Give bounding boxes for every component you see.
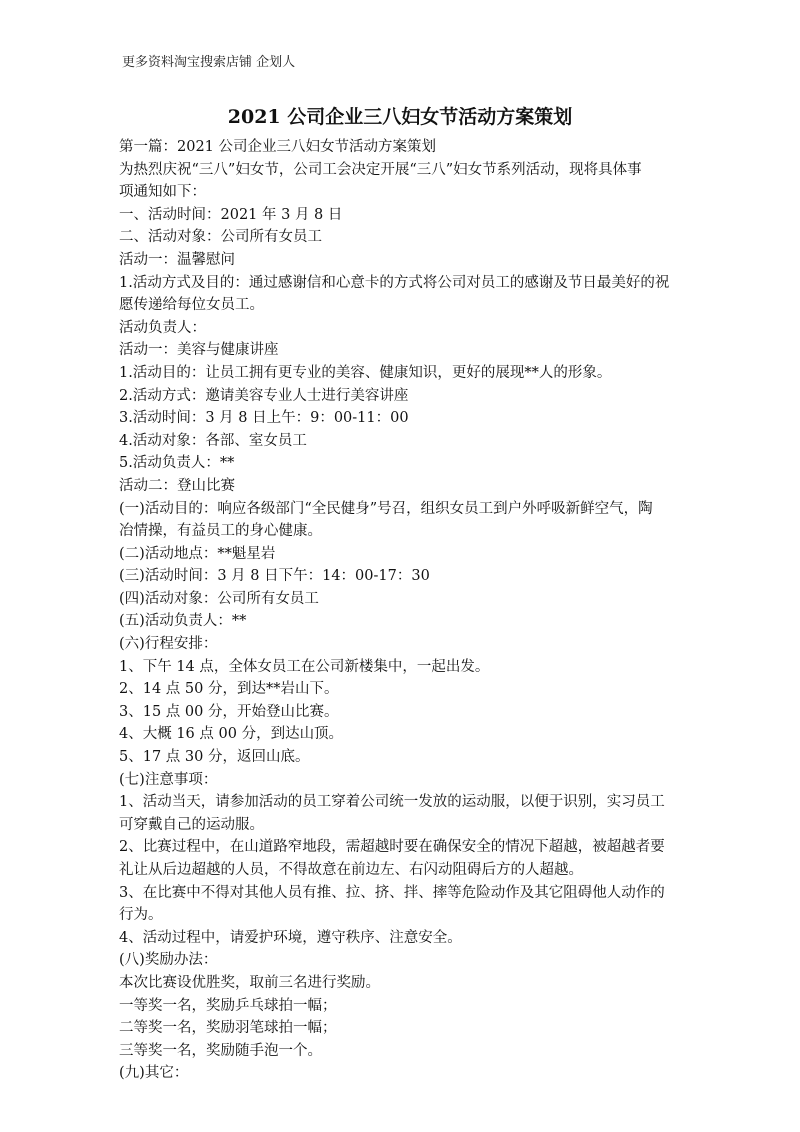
text-line: 2.活动方式：邀请美容专业人士进行美容讲座 [119, 387, 409, 404]
text-line: 1、下午 14 点，全体女员工在公司新楼集中，一起出发。 [119, 658, 490, 675]
text-line: 1.活动方式及目的：通过感谢信和心意卡的方式将公司对员工的感谢及节日最美好的祝 [119, 274, 670, 291]
text-line: 愿传递给每位女员工。 [119, 297, 264, 314]
text-line: (四)活动对象：公司所有女员工 [119, 590, 319, 607]
text-line: 4、活动过程中，请爱护环境，遵守秩序、注意安全。 [119, 929, 462, 946]
text-line: 二等奖一名，奖励羽笔球拍一幅； [119, 1020, 337, 1037]
text-line: 礼让从后边超越的人员，不得故意在前边左、右闪动阻碍后方的人超越。 [119, 862, 583, 878]
text-line: 3.活动时间：3 月 8 日上午：9：00-11：00 [119, 410, 409, 427]
text-line: 本次比赛设优胜奖，取前三名进行奖励。 [119, 974, 380, 991]
text-line: (一)活动目的：响应各级部门“全民健身”号召，组织女员工到户外呼吸新鲜空气，陶 [119, 500, 653, 517]
text-line: 2、14 点 50 分，到达**岩山下。 [119, 681, 339, 698]
text-line: 一、活动时间：2021 年 3 月 8 日 [119, 206, 343, 223]
text-line: 4、大概 16 点 00 分，到达山顶。 [119, 726, 344, 743]
text-line: 项通知如下： [119, 184, 206, 201]
text-line: 活动一：美容与健康讲座 [119, 342, 279, 359]
header-note: 更多资料淘宝搜索店铺 企划人 [122, 55, 296, 70]
text-line: 行为。 [119, 907, 163, 924]
text-line: 5、17 点 30 分，返回山底。 [119, 749, 310, 766]
text-line: 可穿戴自己的运动服。 [119, 816, 264, 833]
text-line: 2、比赛过程中，在山道路窄地段，需超越时要在确保安全的情况下超越，被超越者要 [119, 839, 665, 856]
text-line: 一等奖一名，奖励乒乓球拍一幅； [119, 997, 337, 1014]
document-title: 2021 公司企业三八妇女节活动方案策划 [227, 106, 573, 128]
text-line: 活动二：登山比赛 [119, 477, 235, 494]
text-line: 3、在比赛中不得对其他人员有推、拉、挤、拌、摔等危险动作及其它阻碍他人动作的 [119, 884, 665, 901]
text-line: 活动负责人： [119, 319, 206, 336]
text-line: 第一篇：2021 公司企业三八妇女节活动方案策划 [119, 139, 437, 155]
text-line: 为热烈庆祝“三八”妇女节，公司工会决定开展“三八”妇女节系列活动，现将具体事 [119, 161, 642, 178]
text-line: 3、15 点 00 分，开始登山比赛。 [119, 703, 339, 720]
text-line: 4.活动对象：各部、室女员工 [119, 432, 307, 449]
text-line: (七)注意事项： [119, 771, 218, 788]
text-line: 5.活动负责人：** [119, 455, 235, 472]
text-line: (九)其它： [119, 1065, 189, 1082]
text-line: (五)活动负责人：** [119, 613, 247, 630]
text-line: 三等奖一名，奖励随手泡一个。 [119, 1042, 322, 1059]
text-line: (二)活动地点：**魁星岩 [119, 545, 276, 562]
text-line: 冶情操，有益员工的身心健康。 [119, 523, 322, 540]
text-line: 活动一：温馨慰问 [119, 251, 235, 268]
text-line: 二、活动对象：公司所有女员工 [119, 229, 322, 246]
text-line: (六)行程安排： [119, 636, 218, 653]
text-line: 1.活动目的：让员工拥有更专业的美容、健康知识，更好的展现**人的形象。 [119, 364, 612, 381]
body-text [119, 136, 694, 1085]
text-line: (三)活动时间：3 月 8 日下午：14：00-17：30 [119, 568, 430, 585]
text-line: 1、活动当天，请参加活动的员工穿着公司统一发放的运动服，以便于识别，实习员工 [119, 794, 665, 811]
text-line: (八)奖励办法： [119, 952, 218, 969]
